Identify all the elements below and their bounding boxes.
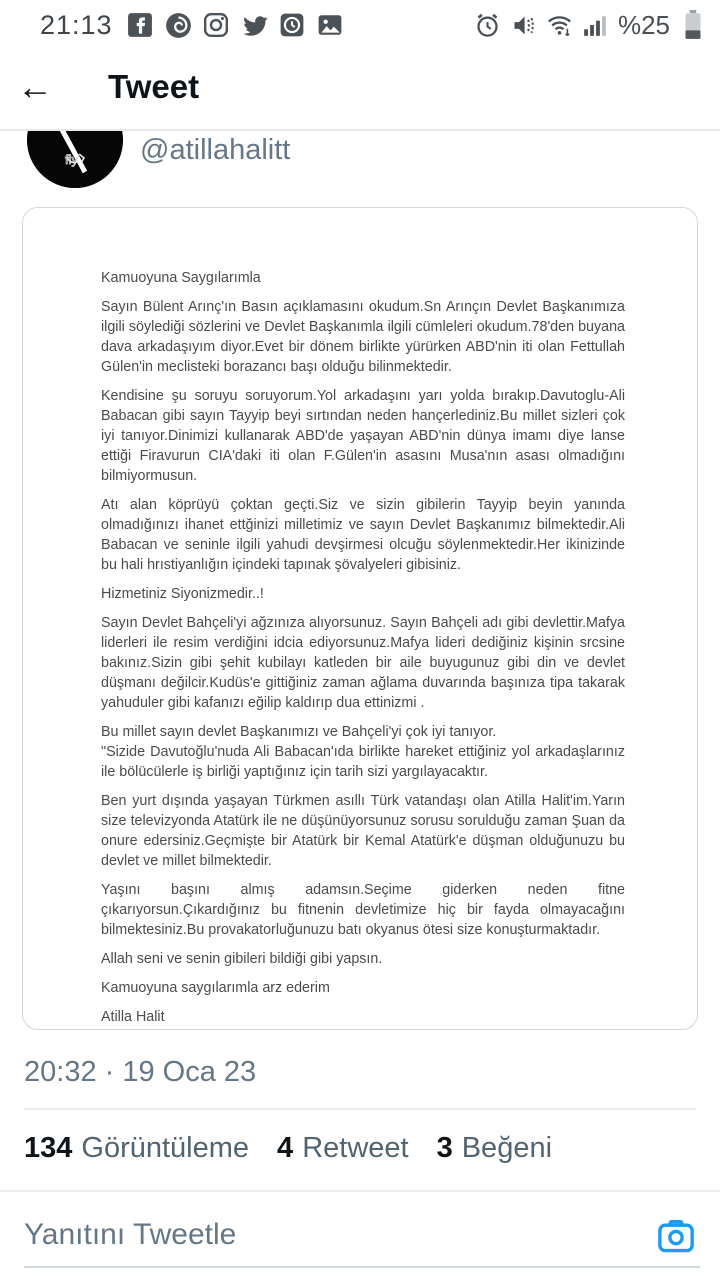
retweets-label: Retweet: [302, 1132, 409, 1164]
letter-paragraph: Sayın Bülent Arınç'ın Basın açıklamasını okudum.Sn Arınçın Devlet Başkanımıza ilgili söylediği sözlerini ve Devlet Başkanımla ilgili cümleleri okudum.78'den buyana dava arkadaşıyım diyor.Evet bir dönem birlikte yürürken ABD'nin iti olan Fettullah Gülen'in meclisteki borazancı başı olduğu bilinmektedir.: [101, 299, 625, 375]
letter-paragraph: Sayın Devlet Bahçeli'yi ağzınıza alıyorsunuz. Sayın Bahçeli adı gibi devlettir.Mafya liderleri ile resim verdiğini idcia ediyorsunuz.Mafya lideri dediğiniz kişinin srcsine bakınız.Sizin gibi şehit kubilayı katleden bir aile buyugunuz gibi din ve devlet düşmanı değilcir.Kudüs'e gittiğiniz zaman ağlama duvarında başınıza tipa takarak yahuduler gibi kafanızı eğilip kaldırıp dua ettinizmi .: [101, 615, 625, 711]
back-button[interactable]: ←: [17, 65, 53, 107]
divider: [24, 1108, 696, 1110]
letter-paragraph: Kendisine şu soruyu soruyorum.Yol arkadaşını yarı yolda bırakıp.Davutoglu-Ali Babacan gibi sayın Tayyip beyi sırtından neden hançerlediniz.Bu millet sizleri çok iyi tanıyor.Dinimizi kullanarak ABD'de yaşayan ABD'nin dünya imamı diye lanse ettiği Firavurun CIA'daki iti olan F.Gülen'in asasını Musa'nın asası olmadığını bilmiyormusun.: [101, 388, 625, 484]
page-title: Tweet: [108, 67, 200, 105]
views-label: Görüntüleme: [81, 1132, 250, 1164]
letter-paragraph: "Sizide Davutoğlu'nuda Ali Babacan'ıda birlikte hareket ettiğiniz yol arkadaşlarınız ile bölücülerle iş birliği yaptığınız için tarih sizi yargılayacaktır.: [101, 744, 625, 780]
clock-app-icon: [279, 12, 306, 39]
likes-count: 3: [436, 1132, 453, 1164]
clock-time: 21:13: [40, 9, 113, 40]
letter-paragraph: Yaşını başını almış adamsın.Seçime giderken neden fitne çıkarıyorsun.Çıkardığınız bu fitnenin devletimize hiç bir fayda olmayacağını bilmektesiniz.Bu provakatorluğunuzu batı okyanus ötesi size konuşturmaktadır.: [101, 882, 625, 938]
gallery-icon: [317, 12, 344, 39]
alarm-icon: [474, 12, 501, 39]
tweet-stats: [24, 1132, 552, 1165]
reply-input[interactable]: Yanıtını Tweetle: [24, 1218, 237, 1251]
divider: [0, 1190, 720, 1192]
system-status-icons: [474, 10, 706, 41]
letter-signature: Atilla Halit: [101, 1009, 165, 1025]
notification-icons: [127, 12, 344, 39]
retweets-stat[interactable]: [277, 1132, 409, 1165]
twitter-icon: [241, 12, 268, 39]
likes-label: Beğeni: [461, 1132, 553, 1164]
camera-icon[interactable]: [656, 1218, 696, 1254]
letter-paragraph: Ben yurt dışında yaşayan Türkmen asıllı Türk vatandaşı olan Atilla Halit'im.Yarın size televizyonda Atatürk ile ne düşünüyorsunuz sorusu sorulduğu zaman Şuan da onure edersiniz.Geçmişte bir Atatürk bir Kemal Atatürk'e düşman olduğunuzu bu devlet ve millet bilmektedir.: [101, 793, 625, 869]
letter-paragraph: Hizmetiniz Siyonizmedir..!: [101, 586, 264, 602]
status-bar: [0, 0, 720, 44]
tweet-timestamp: 20:32 · 19 Oca 23: [24, 1056, 257, 1088]
battery-percent: %25: [617, 9, 670, 40]
user-handle[interactable]: @atillahalitt: [140, 134, 291, 166]
letter-paragraph: Kamuoyuna saygılarımla arz ederim: [101, 980, 330, 996]
letter-paragraph: Bu millet sayın devlet Başkanımızı ve Bahçeli'yi çok iyi tanıyor.: [101, 724, 497, 740]
wifi-icon: [546, 12, 573, 39]
letter-paragraph: Allah seni ve senin gibileri bildiği gibi yapsın.: [101, 951, 383, 967]
mute-icon: [510, 12, 537, 39]
facebook-icon: [127, 12, 154, 39]
instagram-icon: [203, 12, 230, 39]
likes-stat[interactable]: [437, 1132, 552, 1165]
views-stat[interactable]: [24, 1132, 249, 1165]
battery-icon: [679, 12, 706, 39]
page-header: [0, 44, 720, 131]
views-count: 134: [24, 1132, 73, 1164]
letter-document: [23, 208, 697, 1027]
retweets-count: 4: [277, 1132, 294, 1164]
spiral-app-icon: [165, 12, 192, 39]
signal-icon: [582, 12, 609, 39]
letter-paragraph: Kamuoyuna Saygılarımla: [101, 270, 261, 286]
reply-field-underline: [24, 1266, 700, 1268]
tweet-image-card[interactable]: [22, 207, 698, 1030]
letter-paragraph: Atı alan köprüyü çoktan geçti.Siz ve sizin gibilerin Tayyip beyin yanında olmadığınızı ihanet ettğinizi milletimiz ve sayın Devlet Başkanımız bilmektedir.Ali Babacan ve seninle ilgili yahudi devşirmesi olcuğu söylenmektedir.Her ikinizinde bu hali hrıstiyanlığın içindeki tapınak şövalyeleri gibisiniz.: [101, 497, 625, 573]
svg-text:fly: fly: [65, 152, 78, 167]
